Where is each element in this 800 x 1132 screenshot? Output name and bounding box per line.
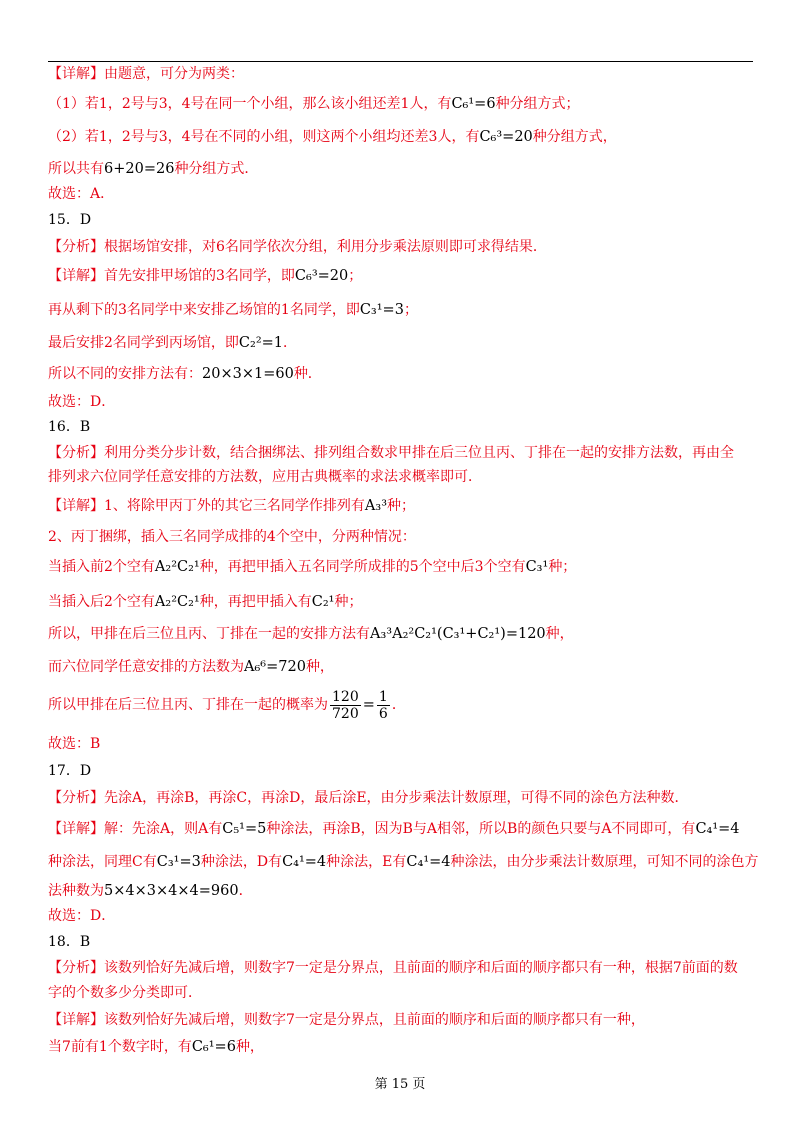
line [48,333,297,353]
answer-line: 故选：D． [48,394,116,410]
text: 解：先涂A，则A有 [104,821,223,837]
page-footer: 第 15 页 [374,1077,426,1092]
line [48,496,415,516]
text: 该数列恰好先减后增，则数字7一定是分界点，且前面的顺序和后面的顺序都只有一种， [104,1012,645,1028]
line [48,443,734,463]
line: 排列求六位同学任意安排的方法数，应用古典概率的求法求概率即可． [48,469,482,485]
line [48,266,362,286]
formula: A₃³A₂²C₂¹(C₃¹+C₂¹)=120 [370,626,546,642]
numerator: 1 [378,688,388,705]
line: 字的个数多少分类即可． [48,985,202,1001]
formula: C₆¹=6 [451,96,496,112]
formula: C₆³=20 [294,268,349,284]
line [48,958,738,978]
line [48,592,362,612]
text: 种涂法，D有 [200,854,283,870]
text: 种； [548,559,577,575]
text: 利用分类分步计数，结合捆绑法、排列组合数求甲排在后三位且丙、丁排在一起的安排方法数，再由全 [104,445,734,461]
formula: C₆³=20 [479,129,533,145]
formula: 20×3×1=60 [202,366,294,382]
text: ； [403,302,418,318]
line [48,881,253,901]
text: 种分组方式， [532,129,617,145]
text: 而六位同学任意安排的方法数为 [48,659,244,675]
detail-tag: 【详解】 [48,66,104,82]
text: 种， [305,659,334,675]
text: 种． [293,366,322,382]
fraction [377,689,390,722]
question-number: 17．D [48,763,92,779]
text: 种， [235,1039,264,1055]
line [48,557,576,577]
equals-sign: = [362,697,375,713]
formula: C₄¹=4 [406,854,451,870]
question-number: 16．B [48,419,91,435]
line [48,657,334,677]
formula: C₅¹=5 [222,821,267,837]
numerator: 120 [332,688,359,705]
line [48,364,322,384]
text: 该数列恰好先减后增，则数字7一定是分界点，且前面的顺序和后面的顺序都只有一种，根据7前面的数 [104,960,738,976]
formula: A₂²C₂¹ [154,594,200,610]
fraction [330,689,361,722]
detail-tag: 【详解】 [48,498,104,514]
denominator: 6 [378,705,388,722]
text: 由题意，可分为两类： [104,66,244,82]
line [48,64,244,84]
question-number: 15．D [48,212,92,228]
analysis-tag: 【分析】 [48,239,104,255]
formula: A₆⁶=720 [244,659,306,675]
analysis-tag: 【分析】 [48,960,104,976]
text: 种； [387,498,416,514]
answer-line: 故选：A． [48,186,115,202]
formula: C₂¹ [311,594,335,610]
question-number: 18．B [48,934,91,950]
formula: C₂²=1 [238,335,284,351]
formula: C₃¹ [525,559,549,575]
formula: C₃¹=3 [156,854,201,870]
detail-tag: 【详解】 [48,821,104,837]
line [48,94,580,114]
formula: 5×4×3×4×4=960 [104,883,239,899]
text: 再从剩下的3名同学中来安排乙场馆的1名同学，即 [48,302,360,318]
text: 当插入后2个空有 [48,594,155,610]
line [48,300,418,320]
analysis-tag: 【分析】 [48,445,104,461]
text: （1）若1，2号与3，4号在同一个小组，那么该小组还差1人，有 [48,96,452,112]
answer-line: 故选：D． [48,908,116,924]
text: 当7前有1个数字时，有 [48,1039,192,1055]
text: 种涂法，由分步乘法计数原理，可知不同的涂色方 [450,854,759,870]
text: 首先安排甲场馆的3名同学，即 [104,268,295,284]
formula: C₆¹=6 [191,1039,236,1055]
line [48,624,574,644]
text: ． [238,883,253,899]
line [48,852,759,872]
text: 种涂法，再涂B，因为B与A相邻，所以B的颜色只要与A不同即可，有 [266,821,696,837]
line [48,1037,264,1057]
text: 所以，甲排在后三位且丙、丁排在一起的安排方法有 [48,626,370,642]
text: ． [283,335,298,351]
text: 所以甲排在后三位且丙、丁排在一起的概率为 [48,697,328,713]
formula: 6+20=26 [104,161,175,177]
text: 种； [334,594,363,610]
text: 种涂法，同理C有 [48,854,157,870]
line [48,788,689,808]
detail-tag: 【详解】 [48,268,104,284]
line [48,688,406,722]
line [48,159,258,179]
formula: A₂²C₂¹ [154,559,200,575]
text: 当插入前2个空有 [48,559,155,575]
text: 1、将除甲丙丁外的其它三名同学作排列有 [104,498,365,514]
text: 种涂法，E有 [326,854,407,870]
formula: C₄¹=4 [695,821,740,837]
line [48,127,617,147]
line: 2、丙丁捆绑，插入三名同学成排的4个空中，分两种情况： [48,529,416,545]
header-rule [48,61,753,62]
text: 所以共有 [48,161,104,177]
line [48,819,740,839]
formula: C₃¹=3 [359,302,404,318]
text: 根据场馆安排，对6名同学依次分组，利用分步乘法原则即可求得结果． [104,239,547,255]
line [48,237,547,257]
text: 先涂A，再涂B，再涂C，再涂D，最后涂E，由分步乘法计数原理，可得不同的涂色方法种数． [104,790,689,806]
text: 种分组方式； [495,96,580,112]
text: ． [391,697,406,713]
formula: C₄¹=4 [282,854,327,870]
text: ； [348,268,363,284]
detail-tag: 【详解】 [48,1012,104,1028]
text: 种分组方式． [174,161,259,177]
line [48,1010,645,1030]
answer-line: 故选：B [48,736,101,752]
text: 最后安排2名同学到丙场馆，即 [48,335,239,351]
text: 种， [545,626,574,642]
text: （2）若1，2号与3，4号在不同的小组，则这两个小组均还差3人，有 [48,129,480,145]
text: 法种数为 [48,883,104,899]
formula: A₃³ [364,498,388,514]
analysis-tag: 【分析】 [48,790,104,806]
text: 种，再把甲插入有 [199,594,312,610]
denominator: 720 [332,705,359,722]
text: 种，再把甲插入五名同学所成排的5个空中后3个空有 [199,559,526,575]
text: 所以不同的安排方法有： [48,366,202,382]
